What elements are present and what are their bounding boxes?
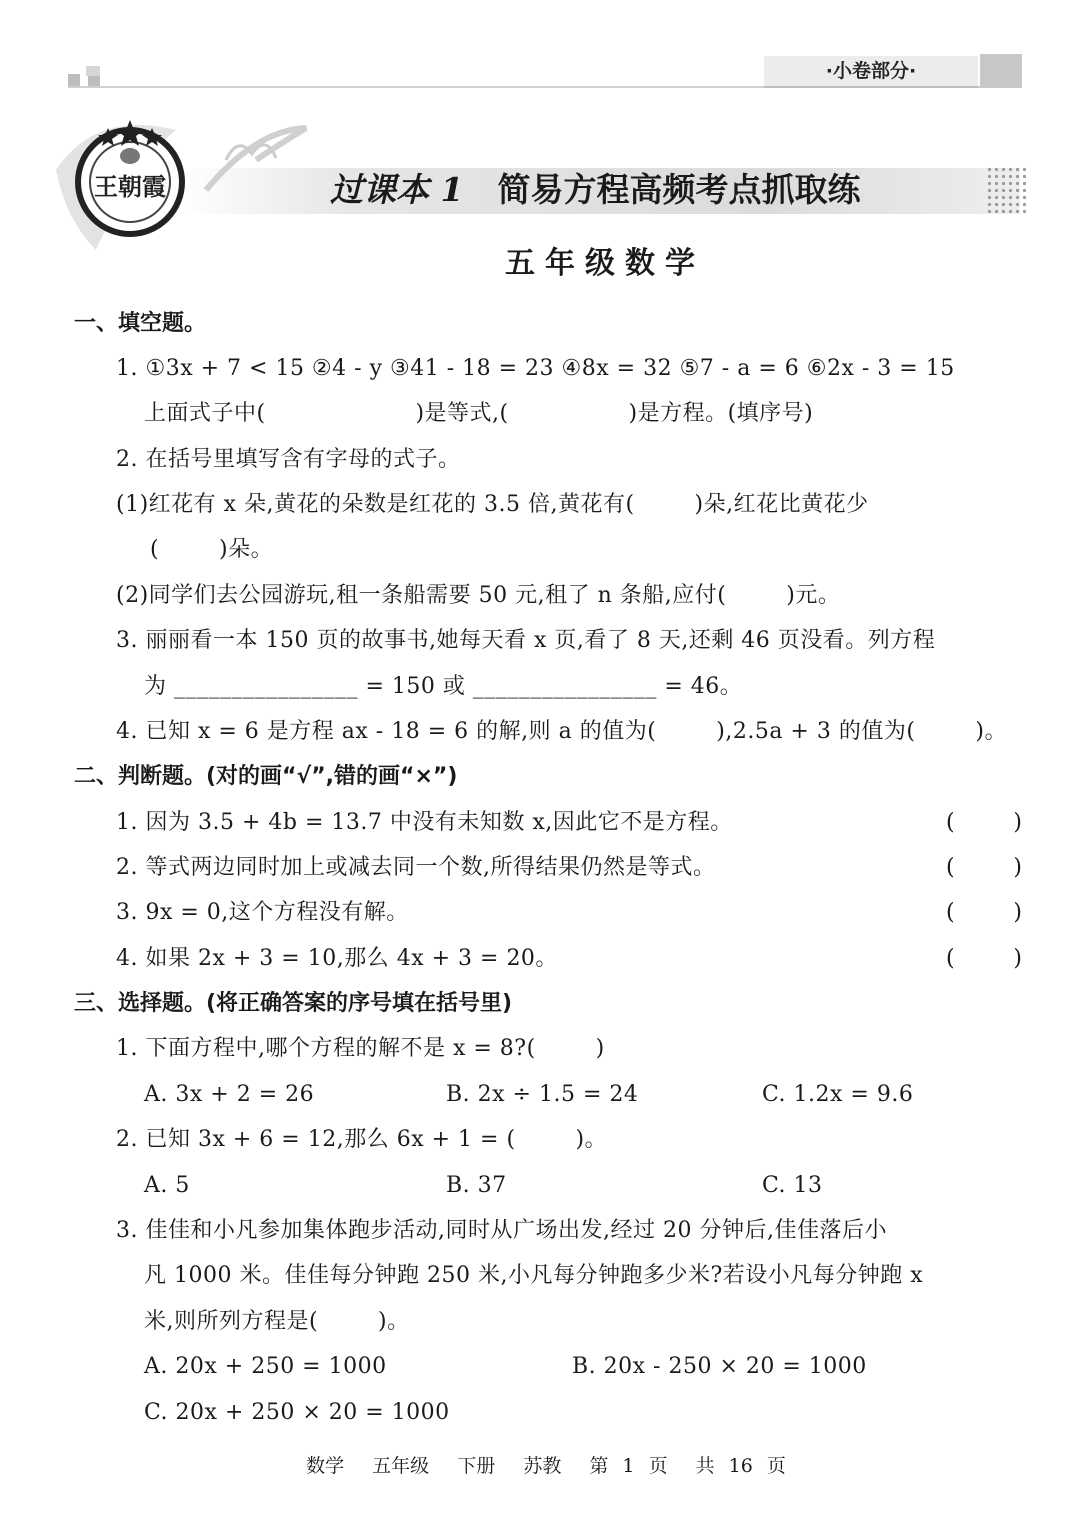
answer-bracket: ( ) (946, 900, 1022, 925)
tab-end-block (980, 54, 1022, 88)
s2-q1: 1. 因为 3.5 + 4b = 13.7 中没有未知数 x,因此它不是方程。 (116, 810, 733, 835)
s2-q2: 2. 等式两边同时加上或减去同一个数,所得结果仍然是等式。 (116, 855, 716, 880)
s1-q1-line2: 上面式子中( )是等式,( )是方程。(填序号) (144, 401, 814, 426)
answer-bracket: ( ) (946, 810, 1022, 835)
s2-q3: 3. 9x = 0,这个方程没有解。 (116, 900, 409, 925)
s1-q3-line2: 为 ________________ = 150 或 ________________ = 46。 (144, 674, 743, 699)
logo-text: 王朝霞 (94, 172, 166, 201)
s3-q2-option-b: B. 37 (446, 1173, 507, 1198)
s3-q1-option-a: A. 3x + 2 = 26 (144, 1082, 315, 1107)
s3-q3-line1: 3. 佳佳和小凡参加集体跑步活动,同时从广场出发,经过 20 分钟后,佳佳落后小 (116, 1218, 887, 1243)
section-2-title: 二、判断题。(对的画“√”,错的画“×”) (74, 764, 458, 789)
page-subtitle: 五年级数学 (505, 246, 705, 281)
section-3-title: 三、选择题。(将正确答案的序号填在括号里) (74, 991, 513, 1016)
s3-q3-option-c: C. 20x + 250 × 20 = 1000 (144, 1400, 450, 1425)
page-footer: 数学 五年级 下册 苏教 第 1 页 共 16 页 (306, 1455, 786, 1477)
s1-q2-title: 2. 在括号里填写含有字母的式子。 (116, 447, 461, 472)
corner-mark (68, 74, 80, 86)
answer-bracket: ( ) (946, 946, 1022, 971)
s1-q2-1-line1: (1)红花有 x 朵,黄花的朵数是红花的 3.5 倍,黄花有( )朵,红花比黄花少 (116, 492, 869, 517)
s3-q3-line3: 米,则所列方程是( )。 (144, 1309, 410, 1334)
answer-bracket: ( ) (946, 855, 1022, 880)
s1-q2-2: (2)同学们去公园游玩,租一条船需要 50 元,租了 n 条船,应付( )元。 (116, 583, 841, 608)
s3-q3-option-a: A. 20x + 250 = 1000 (144, 1354, 387, 1379)
s3-q2-option-a: A. 5 (144, 1173, 190, 1198)
corner-mark (86, 66, 100, 76)
publisher-logo (56, 100, 316, 250)
s2-q4: 4. 如果 2x + 3 = 10,那么 4x + 3 = 20。 (116, 946, 558, 971)
s3-q2: 2. 已知 3x + 6 = 12,那么 6x + 1 = ( )。 (116, 1127, 608, 1152)
lesson-number: 过课本 1 (330, 170, 464, 209)
dot-pattern (986, 166, 1026, 214)
s3-q1-option-c: C. 1.2x = 9.6 (762, 1082, 914, 1107)
s1-q1-line1: 1. ①3x + 7 < 15 ②4 - y ③41 - 18 = 23 ④8x = 32 ⑤7 - a = 6 ⑥2x - 3 = 15 (116, 356, 955, 381)
corner-mark (88, 76, 100, 86)
s3-q3-option-b: B. 20x - 250 × 20 = 1000 (572, 1354, 867, 1379)
s1-q3-line1: 3. 丽丽看一本 150 页的故事书,她每天看 x 页,看了 8 天,还剩 46 页没看。列方程 (116, 628, 936, 653)
s3-q2-option-c: C. 13 (762, 1173, 823, 1198)
s3-q3-line2: 凡 1000 米。佳佳每分钟跑 250 米,小凡每分钟跑多少米?若设小凡每分钟跑 x (144, 1263, 924, 1288)
s1-q2-1-line2: ( )朵。 (150, 537, 274, 562)
lesson-title (330, 166, 860, 214)
s3-q1: 1. 下面方程中,哪个方程的解不是 x = 8?( ) (116, 1036, 605, 1061)
s3-q1-option-b: B. 2x ÷ 1.5 = 24 (446, 1082, 639, 1107)
section-tab: ·小卷部分· (764, 56, 978, 88)
section-1-title: 一、填空题。 (74, 311, 207, 336)
s1-q4: 4. 已知 x = 6 是方程 ax - 18 = 6 的解,则 a 的值为( ),2.5a + 3 的值为( )。 (116, 719, 1007, 744)
lesson-title-text: 简易方程高频考点抓取练 (497, 170, 861, 209)
